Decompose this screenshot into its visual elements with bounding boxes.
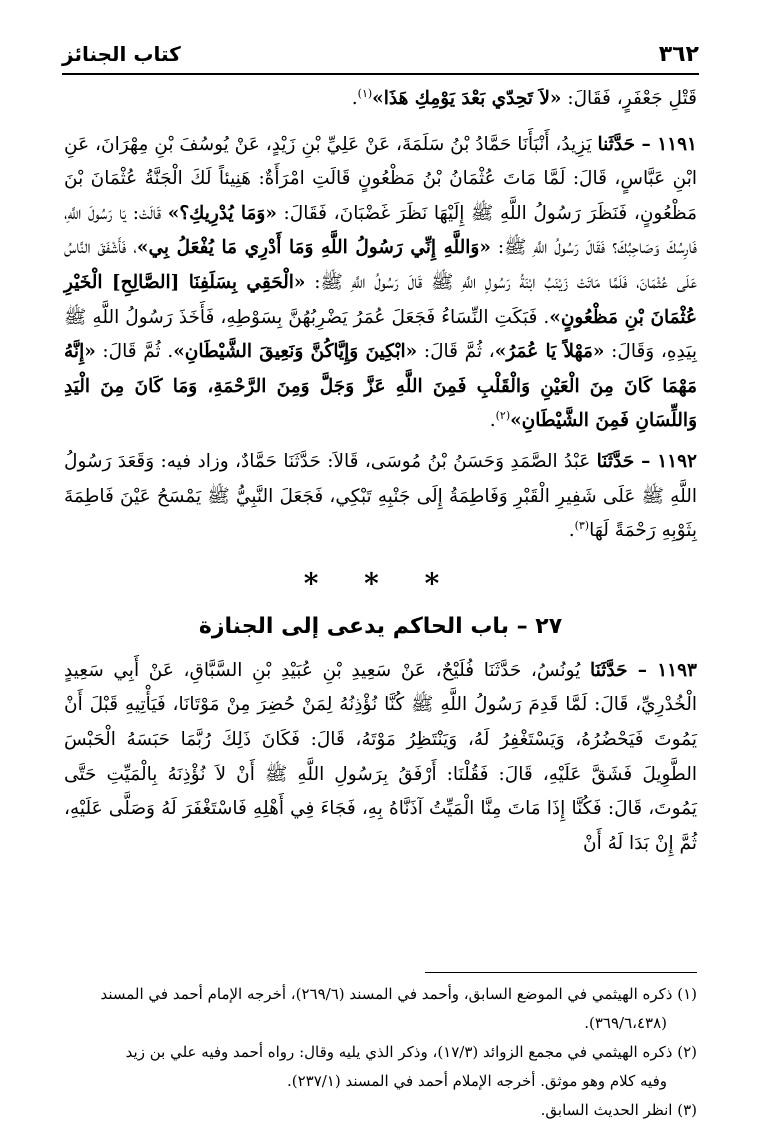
text: يُونُسُ، حَدَّثَنَا فُلَيْحٌ، عَنْ سَعِيدِ بْنِ عُبَيْدِ بْنِ السَّبَّاقِ، عَنْ أَبِي سَعِيدٍ الْخُدْرِيِّ، قَالَ: لَمَّا قَدِمَ رَسُولُ اللَّهِ ﷺ كُنَّا نُؤْذِنُهُ لِمَنْ حُضِرَ مِنْ مَوْتَانَا، فَيَأْتِيهِ قَبْلَ أَنْ يَمُوتَ فَيَحْضُرُهُ، وَيَسْتَغْفِرُ لَهُ، وَيَنْتَظِرُ مَوْتَهُ، قَالَ: فَكَانَ ذَلِكَ رُبَّمَا حَبَسَهُ الْحَبْسَ الطَّوِيلَ فَشَقَّ عَلَيْهِ، قَالَ: فَقُلْنَا: أَرْفَقُ بِرَسُولِ اللَّهِ ﷺ أَنْ لاَ نُؤْذِنَهُ بِالْمَيِّتِ حَتَّى يَمُوتَ، قَالَ: فَكُنَّا إِذَا مَاتَ مِنَّا الْمَيِّتُ آذَنَّاهُ بِهِ، فَجَاءَ فِي أَهْلِهِ فَاسْتَغْفَرَ لَهُ وَصَلَّى عَلَيْهِ، ثُمَّ إِنْ بَدَا لَهُ أَنْ (64, 659, 697, 854)
footnote-text: (٣) انظر الحديث السابق. (540, 1101, 697, 1119)
prophet-quote: «مَهْلاً يَا عُمَرُ» (494, 341, 605, 363)
text: عَبْدُ الصَّمَدِ وَحَسَنُ بْنُ مُوسَى، قَالاَ: حَدَّثَنَا حَمَّادٌ، وزاد فيه: وَقَعَدَ رَسُولُ اللَّهِ ﷺ عَلَى شَفِيرِ الْقَبْرِ وَفَاطِمَةُ إِلَى جَنْبِهِ تَبْكِي، فَجَعَلَ النَّبِيُّ ﷺ يَمْسَحُ عَيْنَ فَاطِمَةَ بِثَوْبِهِ رَحْمَةً لَهَا (64, 450, 697, 542)
hadith-1191 (64, 128, 697, 439)
footnote-3 (64, 1096, 697, 1125)
text: ، ثُمَّ قَالَ: (417, 341, 495, 363)
footnote-rule (425, 972, 697, 973)
text: . فَبَكَتِ النِّسَاءُ فَجَعَلَ عُمَرُ يَضْرِبُهُنَّ بِسَوْطِهِ، فَأَخَذَ رَسُولُ اللَّهِ ﷺ بِيَدِهِ، وَقَالَ: (64, 306, 697, 363)
footnote-text: وفيه كلام وهو موثق. أخرجه الإملام أحمد في المسند (٢٣٧/١). (286, 1072, 667, 1090)
spacer (64, 117, 697, 128)
haddathana: حَدَّثَنَا (596, 450, 635, 472)
quote: «وَمَا يُدْرِيكِ؟» (167, 202, 277, 224)
text: قَتْلِ جَعْفَرٍ، فَقَالَ: (561, 88, 697, 109)
prophet-quote: «لاَ تَحِدّي بَعْدَ يَوْمِكِ هَذَا» (372, 88, 562, 109)
page-body (64, 82, 697, 861)
hadith-number: ١١٩١ (657, 133, 697, 155)
footnote-text: (٣٦٩/٦،٤٣٨). (584, 1014, 667, 1032)
text: . (351, 88, 358, 109)
footnotes (64, 980, 697, 1125)
dash: – (634, 450, 658, 472)
dash: – (635, 133, 658, 155)
header-rule (62, 73, 699, 75)
footnote-text: (١) ذكره الهيثمي في الموضع السابق، وأحمد في المسند (٢٦٩/٦)، أخرجه الإمام أحمد في المسند (100, 985, 697, 1003)
footnote-ref-1: (١) (357, 86, 373, 100)
prophet-quote: «ابْكِينَ وَإِيَّاكُنَّ وَنَعِيقَ الشَّيْطَانِ» (173, 341, 418, 363)
hadith-number: ١١٩٢ (657, 450, 697, 472)
chapter-title: ٢٧ – باب الحاكم يدعى إلى الجنازة (198, 613, 563, 639)
footnote-ref-2: (٢) (495, 409, 511, 423)
text: ، فَأَشْفَقَ النَّاسُ عَلَى عُثْمَانَ، فَلَمَّا مَاتَتْ زَيْنَبُ ابْنَةُ رَسُولِ اللَّهِ ﷺ قَالَ رَسُولُ اللَّهِ ﷺ: (64, 237, 697, 293)
prophet-quote: «الْحَقِي بِسَلَفِنَا [الصَّالِحِ] الْخَيْرِ عُثْمَانَ بْنِ مَظْعُونٍ» (64, 271, 697, 328)
text: يَزِيدُ، أَنْبَأَنَا حَمَّادُ بْنُ سَلَمَةَ، عَنْ عَلِيِّ بْنِ زَيْدٍ، عَنْ يُوسُفَ بْنِ مِهْرَانَ، عَنِ ابْنِ عَبَّاسٍ، قَالَ: لَمَّا مَاتَ عُثْمَانُ بْنُ مَظْعُونٍ قَالَتِ امْرَأَةٌ: هَنِيئاً لَكَ الْجَنَّةُ عُثْمَانَ بْنَ مَظْعُونٍ، فَنَظَرَ رَسُولُ اللَّهِ ﷺ إِلَيْهَا نَظَرَ غَضْبَانَ، فَقَالَ: (64, 133, 697, 224)
prophet-quote: «إِنَّهُ مَهْمَا كَانَ مِنَ الْعَيْنِ وَالْقَلْبِ فَمِنَ اللَّهِ عَزَّ وَجَلَّ وَمِنَ الرَّحْمَةِ، وَمَا كَانَ مِنَ الْيَدِ وَاللِّسَانِ فَمِنَ الشَّيْطَانِ» (64, 341, 697, 432)
hadith-1192 (64, 445, 697, 549)
page-header (62, 40, 699, 68)
haddathana: حَدَّثَنَا (590, 659, 628, 681)
dash: – (627, 659, 658, 681)
text: قَالَتْ: يَا رَسُولَ اللَّهِ، فَارِسُكَ وَصَاحِبُكَ؟ فَقَالَ رَسُولُ اللَّهِ ﷺ: (64, 202, 697, 259)
hadith-number: ١١٩٣ (657, 659, 697, 681)
footnote-2 (64, 1038, 697, 1096)
footnote-1 (64, 980, 697, 1038)
section-divider-stars: * * * (303, 566, 458, 600)
text: . (489, 410, 496, 432)
hadith-1193 (64, 654, 697, 862)
haddathana: حَدَّثَنا (597, 133, 636, 155)
footnote-text: (٢) ذكره الهيثمي في مجمع الزوائد (١٧/٣)، وذكر الذي يليه وقال: رواه أحمد وفيه علي بن زيد (125, 1043, 697, 1061)
book-title: كتاب الجنائز (62, 42, 181, 66)
continuation-paragraph (64, 82, 697, 117)
footnote-ref-3: (٣) (574, 518, 590, 532)
page-number: ٣٦٢ (658, 41, 699, 67)
text: . (568, 520, 575, 542)
text: . ثُمَّ قَالَ: (95, 341, 174, 363)
prophet-quote: «وَاللَّهِ إِنِّي رَسُولُ اللَّهِ وَمَا أَدْرِي مَا يُفْعَلُ بِي» (136, 237, 491, 259)
